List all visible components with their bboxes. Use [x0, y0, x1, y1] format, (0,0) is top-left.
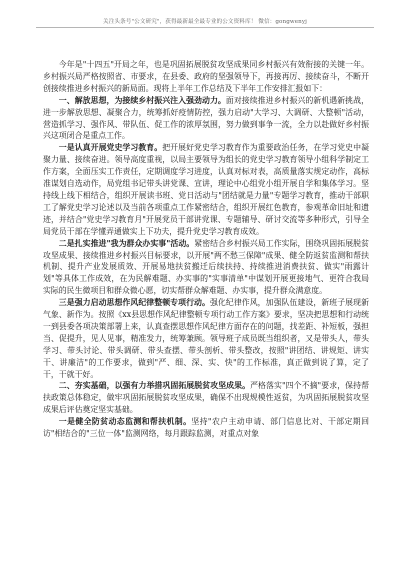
header-divider [36, 27, 374, 28]
point-heading: 一是健全防贫动态监测和帮扶机制。 [58, 417, 192, 427]
section-two-point-one-paragraph [43, 416, 369, 440]
section-one-paragraph [43, 95, 369, 143]
paragraph-text: 严格落实"四个不摘"要求，保持帮扶政策总体稳定，做牢巩固拓展脱贫攻坚成果，确保不出现规模性返贫，为巩固拓展脱贫攻坚成果后评估奠定坚实基础。 [43, 381, 369, 415]
point-three-paragraph [43, 297, 369, 380]
point-two-paragraph [43, 238, 369, 298]
paragraph-text: 强化纪律作风，加强队伍建设，新班子展现新气象、新作为。按照《xx县思想作风纪律整顿专项行动工作方案》要求，坚决把思想和行动统一到县委各项决策部署上来，认真查摆思想作风纪律方面存在的问题，找差距、补短板，强担当、促提升，见人见事，精准发力，统筹兼顾。领导班子成员既当组织者，又是带头人，带头学习、带头讨论、带头调研、带头查摆、带头剖析、带头整改，按照"讲团结、讲规矩、讲实干、讲廉洁"的工作要求，做到"严、细、深、实、快"的工作标准，真正做到说了算，定了干，干就干好。 [43, 298, 369, 379]
point-heading: 二是扎实推进"我为群众办实事"活动。 [58, 238, 195, 248]
section-two-paragraph [43, 380, 369, 416]
intro-paragraph [43, 59, 369, 95]
section-heading: 一、解放思想，为接续乡村振兴注入强劲动力。 [58, 95, 226, 105]
paragraph-text: 面对接续推进乡村振兴的新机遇新挑战，进一步解放思想、凝聚合力，统筹抓好疫情防控，强力启动"大学习、大调研、大整顿"活动，营造抓学习、强作风、带队伍、促工作的浓厚氛围，努力做到事争一流，全力以赴做好乡村振兴这项闭合是重点工作。 [43, 95, 369, 141]
section-heading: 二、夯实基础，以强有力举措巩固拓展脱贫攻坚成果。 [58, 381, 251, 391]
point-one-paragraph [43, 142, 369, 237]
paragraph-text: 今年是"十四五"开局之年，也是巩固拓展脱贫攻坚成果同乡村振兴有效衔接的关键一年。乡村振兴局严格按照省、市要求，在县委、政府的坚强领导下，再接再厉、接续奋斗，不断开创接续推进乡村振兴的新局面。现将上半年工作总结及下半年工作安排汇报如下： [43, 60, 369, 93]
page-header: 关注头条号"公文研究"，获得最新最全最专业的公文资料库！ 微信：gongwenyj [103, 19, 307, 25]
paragraph-text: 把开展好党史学习教育作为重要政治任务，在学习党史中凝聚力量、接续奋进。领导高度重视，以局主要领导为组长的党史学习教育领导小组科学制定工作方案，全面压实工作责任，定期调度学习进度，认真对标对表，高质量落实规定动作，高标准谋划自选动作，局党组书记带头讲党课、宣讲，理论中心组党小组开展自学和集体学习。坚持线上线下相结合，组织开展读书班、党日活动与"团结就是力量"专题学习教育，推动干部职工了解党史学习论述以及当前各项重点工作紧密结合，组织开展红色教育，参观革命旧址和遗迹，并结合"党史学习教育月"开展党员干部讲党课、专题辅导、研讨交流等多种形式，引导全局党员干部在学懂弄通做实上下功夫，提升党史学习教育成效。 [43, 143, 369, 236]
paragraph-text: 紧密结合乡村振兴局工作实际，围绕巩固拓展脱贫攻坚成果、接续推进乡村振兴目标要求，以开展"两不愁三保障"成果、健全防返贫监测和帮扶机制、提升产业发展质效、开展易地扶贫搬迁后续扶持、持续推进消费扶贫、做实"雨露计划"等具体工作成效，在为民解难题、办实事的"实事清单"中谋划开展更接地气、更符合我局实际的民生微项目和群众微心愿，切实帮群众解难题、办实事，提升群众满意度。 [43, 238, 369, 296]
document-body [43, 59, 369, 440]
point-heading: 一是认真开展党史学习教育。 [58, 143, 163, 153]
point-heading: 三是强力启动思想作风纪律整顿专项行动。 [58, 298, 210, 308]
paragraph-text: 坚持"农户主动申请、部门信息比对、干部定期回访"相结合的"三位一体"监测网络，每月跟踪监测，对重点对象 [43, 417, 369, 439]
